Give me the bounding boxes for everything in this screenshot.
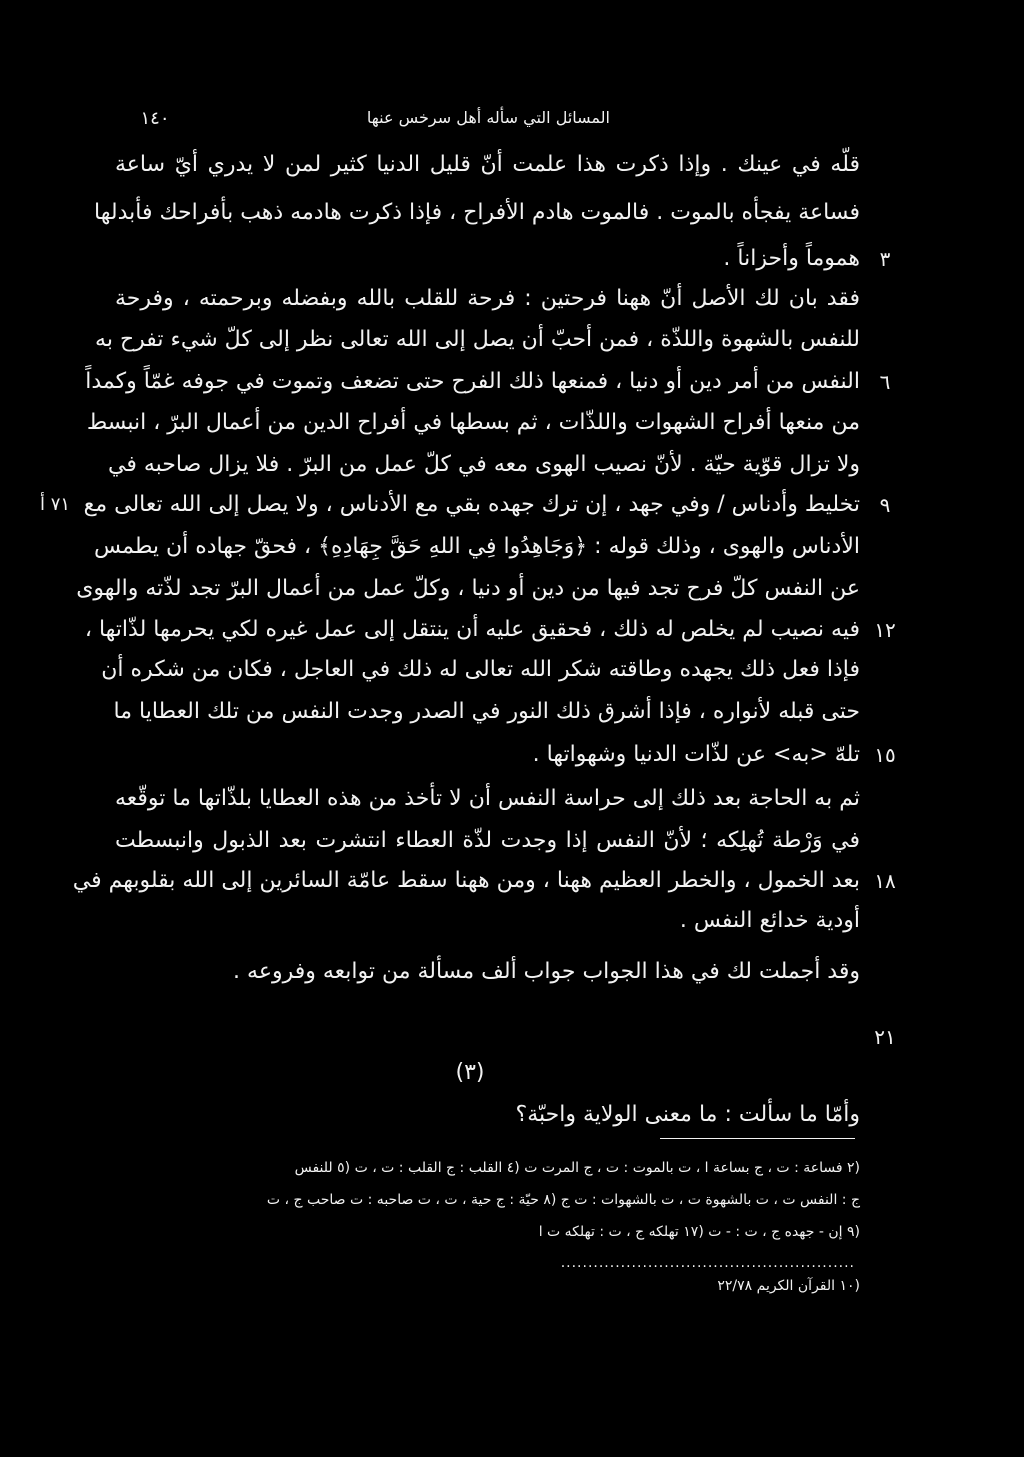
body-line: ولا تزال قوّية حيّة . لأنّ نصيب الهوى معه في كلّ عمل من البرّ . فلا يزال صاحبه في [108,452,860,477]
body-line: في وَرْطة تُهلِكه ؛ لأنّ النفس إذا وجدت لذّة العطاء انتشرت بعد الذبول وانبسطت [115,828,860,853]
running-header: المسائل التي سأله أهل سرخس عنها [366,108,610,127]
line-number: ١٨ [874,869,896,893]
section-heading: (٣) [455,1060,485,1085]
line-number: ٩ [879,493,891,517]
margin-folio-note: ٧١ أ [39,494,71,515]
body-line: هموماً وأحزاناً . [723,246,860,271]
footnote-line: ج : النفس ت ، ت بالشهوة ت ، ت بالشهوات : ت ج (٨ حيّة : ج حية ، ت ، ت صاحبه : ت صاحب ج ، ت [266,1192,860,1208]
footnote-line: (٩ إن - جهده ج ، ت : - ت (١٧ تهلكه ج ، ت : تهلكه ت ا [538,1224,860,1240]
line-number: ٣ [879,247,891,271]
body-line: فيه نصيب لم يخلص له ذلك ، فحقيق عليه أن ينتقل إلى عمل غيره لكي يحرمها لذّاتها ، [84,617,860,642]
body-line: الأدناس والهوى ، وذلك قوله : ﴿وَجَاهِدُوا فِي اللهِ حَقَّ جِهَادِهِ﴾ ، فحقّ جهاده أن يطمس [94,534,860,559]
body-line: النفس من أمر دين أو دنيا ، فمنعها ذلك الفرح حتى تضعف وتموت في جوفه غمّاً وكمداً [85,369,860,394]
body-line: قلّه في عينك . وإذا ذكرت هذا علمت أنّ قليل الدنيا كثير لمن لا يدري أيّ ساعة [115,152,860,177]
body-line: وقد أجملت لك في هذا الجواب جواب ألف مسألة من توابعه وفروعه . [233,959,860,984]
question-line: وأمّا ما سألت : ما معنى الولاية واحبّة؟ [515,1102,860,1127]
page-number: ١٤٠ [140,108,170,129]
footnote-line: (١٠ القرآن الكريم ٢٢/٧٨ [717,1278,860,1294]
line-number: ١٢ [874,618,896,642]
line-number: ٦ [879,370,891,394]
body-line: عن النفس كلّ فرح تجد فيها من دين أو دنيا ، وكلّ عمل من أعمال البرّ تجد لذّته والهوى [76,576,860,601]
footnote-line: (٢ فساعة : ت ، ج بساعة ا ، ت بالموت : ت ، ج المرت ت (٤ القلب : ج القلب : ت ، ت (٥ للنفس [294,1160,860,1176]
body-line: بعد الخمول ، والخطر العظيم ههنا ، ومن ههنا سقط عامّة السائرين إلى الله بقلوبهم في [72,868,860,893]
line-number: ١٥ [874,743,896,767]
line-number: ٢١ [874,1025,896,1049]
body-line: للنفس بالشهوة واللذّة ، فمن أحبّ أن يصل إلى الله تعالى نظر إلى كلّ شيء تفرح به [95,327,860,352]
body-line: أودية خدائع النفس . [679,908,860,933]
body-line: فساعة يفجأه بالموت . فالموت هادم الأفراح ، فإذا ذكرت هادمه ذهب بأفراحك فأبدلها [94,200,860,225]
body-line: فقد بان لك الأصل أنّ ههنا فرحتين : فرحة للقلب بالله وبفضله وبرحمته ، وفرحة [115,286,860,311]
footnote-dotted-separator: ...................................................... [560,1255,855,1271]
body-line: فإذا فعل ذلك يجهده وطاقته شكر الله تعالى له ذلك في العاجل ، فكان من شكره أن [101,657,860,682]
body-line: تلهّ <به> عن لذّات الدنيا وشهواتها . [532,742,860,767]
footnote-divider [660,1138,855,1139]
body-line: ثم به الحاجة بعد ذلك إلى حراسة النفس أن لا تأخذ من هذه العطايا بلذّاتها ما توقّعه [115,786,860,811]
body-line: من منعها أفراح الشهوات واللذّات ، ثم بسطها في أفراح الدين من أعمال البرّ ، انبسط [86,410,860,435]
body-line: تخليط وأدناس / وفي جهد ، إن ترك جهده بقي مع الأدناس ، ولا يصل إلى الله تعالى مع [83,492,860,517]
body-line: حتى قبله لأنواره ، فإذا أشرق ذلك النور في الصدر وجدت النفس من تلك العطايا ما [113,699,860,724]
